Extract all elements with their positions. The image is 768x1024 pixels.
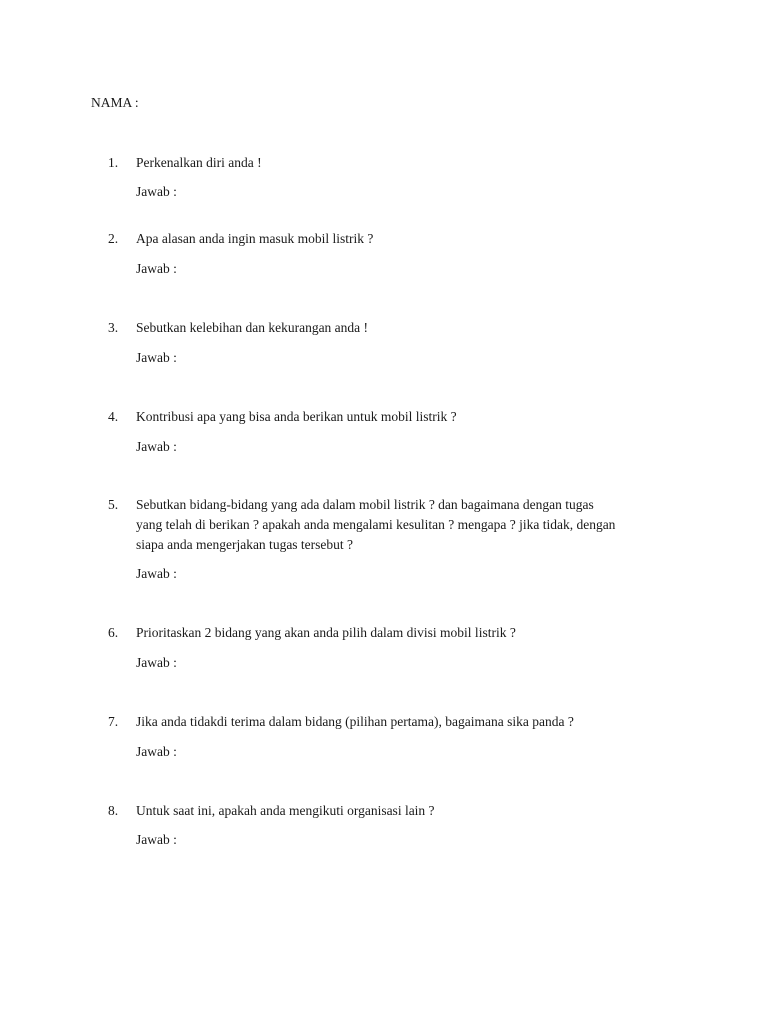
question-text: Kontribusi apa yang bisa anda berikan untuk mobil listrik ? xyxy=(136,409,457,424)
answer-label: Jawab : xyxy=(136,832,177,847)
question-text: Untuk saat ini, apakah anda mengikuti organisasi lain ? xyxy=(136,803,435,818)
question-text-line: yang telah di berikan ? apakah anda mengalami kesulitan ? mengapa ? jika tidak, dengan xyxy=(136,517,616,532)
answer-label: Jawab : xyxy=(136,566,177,581)
question-number: 7. xyxy=(108,714,119,729)
question-text: Prioritaskan 2 bidang yang akan anda pilih dalam divisi mobil listrik ? xyxy=(136,625,516,640)
question-number: 1. xyxy=(108,155,119,170)
question-text-line: siapa anda mengerjakan tugas tersebut ? xyxy=(136,537,354,552)
question-text: Jika anda tidakdi terima dalam bidang (pilihan pertama), bagaimana sika panda ? xyxy=(136,714,574,729)
question-number: 2. xyxy=(108,231,119,246)
question-text xyxy=(136,495,686,555)
answer-label: Jawab : xyxy=(136,744,177,759)
question-text: Sebutkan kelebihan dan kekurangan anda ! xyxy=(136,320,369,335)
question-number: 3. xyxy=(108,320,119,335)
answer-label: Jawab : xyxy=(136,655,177,670)
question-number: 5. xyxy=(108,497,119,512)
question-text: Perkenalkan diri anda ! xyxy=(136,155,262,170)
answer-label: Jawab : xyxy=(136,439,177,454)
answer-label: Jawab : xyxy=(136,184,177,199)
answer-label: Jawab : xyxy=(136,350,177,365)
question-number: 4. xyxy=(108,409,119,424)
question-number: 8. xyxy=(108,803,119,818)
name-label: NAMA : xyxy=(91,95,139,110)
question-text-line: Sebutkan bidang-bidang yang ada dalam mobil listrik ? dan bagaimana dengan tugas xyxy=(136,497,594,512)
answer-label: Jawab : xyxy=(136,261,177,276)
question-text: Apa alasan anda ingin masuk mobil listrik ? xyxy=(136,231,374,246)
question-number: 6. xyxy=(108,625,119,640)
